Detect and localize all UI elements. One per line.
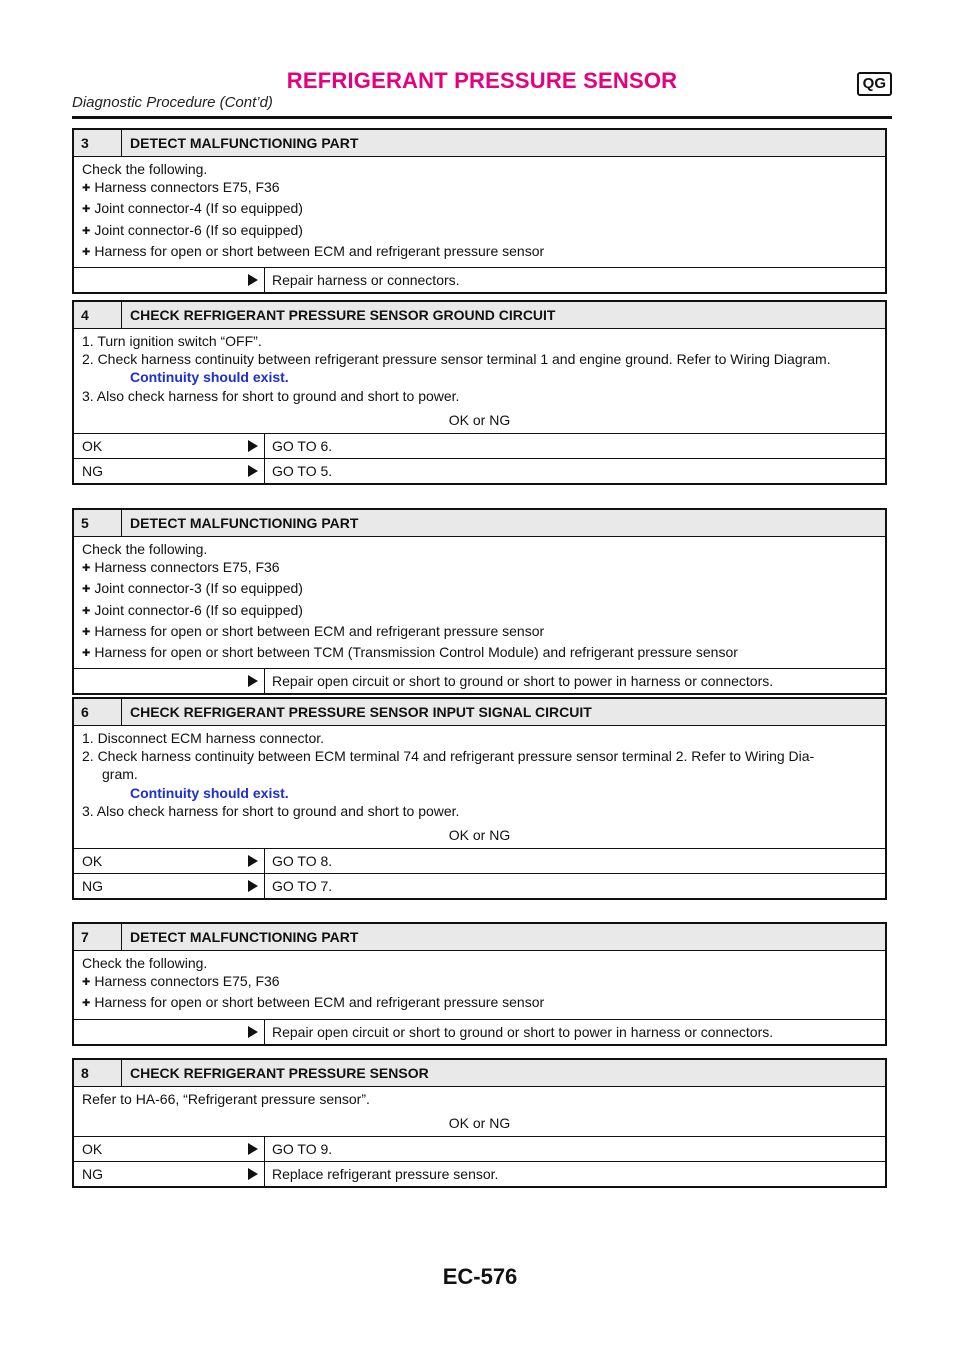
result-action: Replace refrigerant pressure sensor. — [264, 1162, 885, 1186]
bullet-item: ✚ Joint connector-4 (If so equipped) — [82, 199, 877, 220]
step-number: 4 — [74, 302, 122, 328]
step-body — [74, 1086, 885, 1136]
page-subtitle: Diagnostic Procedure (Cont’d) — [72, 94, 273, 111]
instruction-line: 1. Turn ignition switch “OFF”. — [82, 333, 262, 349]
result-label-text: NG — [82, 462, 103, 479]
bullet-item: ✚ Joint connector-6 (If so equipped) — [82, 601, 877, 622]
instruction-line: Check the following. — [82, 161, 208, 177]
step-7-table — [72, 922, 887, 1046]
step-number: 8 — [74, 1060, 122, 1086]
header-rule — [72, 116, 892, 119]
step-body — [74, 950, 885, 1019]
arrow-right-icon — [248, 274, 258, 286]
bullet-item: ✚ Harness connectors E75, F36 — [82, 178, 877, 199]
bullet-item: ✚ Harness connectors E75, F36 — [82, 972, 877, 993]
step-body — [74, 328, 885, 433]
result-action: Repair harness or connectors. — [264, 268, 885, 292]
step-header — [74, 302, 885, 328]
arrow-right-icon — [248, 465, 258, 477]
bullet-item: ✚ Harness for open or short between ECM and refrigerant pressure sensor — [82, 993, 877, 1014]
step-header — [74, 510, 885, 536]
result-label-text: OK — [82, 437, 103, 454]
instruction-line: 3. Also check harness for short to ground and short to power. — [82, 387, 460, 404]
step-title: CHECK REFRIGERANT PRESSURE SENSOR — [130, 1064, 429, 1081]
result-label — [74, 1137, 264, 1161]
arrow-right-icon — [248, 1168, 258, 1180]
result-label-text: NG — [82, 878, 103, 895]
step-number: 5 — [74, 510, 122, 536]
result-row — [74, 433, 885, 458]
ok-or-ng-label: OK or NG — [448, 1115, 511, 1132]
result-row — [74, 873, 885, 898]
instruction-line: 2. Check harness continuity between refrigerant pressure sensor terminal 1 and engine ground. Refer to Wiring Diagram. — [82, 351, 831, 368]
step-title: DETECT MALFUNCTIONING PART — [130, 134, 359, 151]
step-8-table — [72, 1058, 887, 1188]
bullet-item: ✚ Harness for open or short between TCM (Transmission Control Module) and refrigerant pressure sensor — [82, 643, 877, 664]
arrow-right-icon — [248, 1143, 258, 1155]
result-action: GO TO 5. — [264, 459, 885, 483]
result-row — [74, 1136, 885, 1161]
result-label-text: OK — [82, 853, 103, 870]
instruction-line: Refer to HA-66, “Refrigerant pressure sensor”. — [82, 1091, 370, 1107]
result-label-text: OK — [82, 1141, 103, 1158]
result-label — [74, 1020, 264, 1044]
result-row — [74, 1019, 885, 1044]
result-row — [74, 458, 885, 483]
ok-or-ng-label: OK or NG — [448, 827, 511, 844]
step-title: DETECT MALFUNCTIONING PART — [130, 928, 359, 945]
step-4-table — [72, 300, 887, 485]
step-5-table — [72, 508, 887, 695]
step-body — [74, 725, 885, 848]
result-label-text: NG — [82, 1166, 103, 1183]
step-6-table — [72, 697, 887, 900]
bullet-item: ✚ Harness connectors E75, F36 — [82, 558, 877, 579]
result-row — [74, 848, 885, 873]
result-row — [74, 1161, 885, 1186]
arrow-right-icon — [248, 1026, 258, 1038]
result-label — [74, 459, 264, 483]
arrow-right-icon — [248, 855, 258, 867]
page-title: REFRIGERANT PRESSURE SENSOR — [286, 68, 678, 93]
result-label — [74, 874, 264, 898]
step-title: CHECK REFRIGERANT PRESSURE SENSOR GROUND CIRCUIT — [130, 306, 556, 323]
result-action: Repair open circuit or short to ground or short to power in harness or connectors. — [264, 669, 885, 693]
result-row — [74, 668, 885, 693]
result-action: GO TO 9. — [264, 1137, 885, 1161]
result-label — [74, 1162, 264, 1186]
arrow-right-icon — [248, 440, 258, 452]
instruction-line: Check the following. — [82, 541, 208, 557]
step-header — [74, 924, 885, 950]
step-title: DETECT MALFUNCTIONING PART — [130, 514, 359, 531]
step-3-table — [72, 128, 887, 294]
result-label — [74, 434, 264, 458]
step-number: 6 — [74, 699, 122, 725]
instruction-line: gram. — [102, 766, 138, 783]
arrow-right-icon — [248, 880, 258, 892]
bullet-item: ✚ Harness for open or short between ECM and refrigerant pressure sensor — [82, 622, 877, 643]
page-number: EC-576 — [442, 1264, 518, 1289]
step-body — [74, 536, 885, 668]
step-header — [74, 699, 885, 725]
step-body — [74, 156, 885, 267]
step-title: CHECK REFRIGERANT PRESSURE SENSOR INPUT SIGNAL CIRCUIT — [130, 703, 592, 720]
result-action: Repair open circuit or short to ground or short to power in harness or connectors. — [264, 1020, 885, 1044]
spec-text: Continuity should exist. — [130, 369, 289, 386]
bullet-item: ✚ Joint connector-6 (If so equipped) — [82, 221, 877, 242]
instruction-line: 3. Also check harness for short to ground and short to power. — [82, 802, 460, 819]
engine-badge: QG — [857, 72, 892, 96]
step-header — [74, 130, 885, 156]
arrow-right-icon — [248, 675, 258, 687]
result-row — [74, 267, 885, 292]
spec-text: Continuity should exist. — [130, 784, 289, 801]
result-label — [74, 268, 264, 292]
result-action: GO TO 8. — [264, 849, 885, 873]
instruction-line: 2. Check harness continuity between ECM terminal 74 and refrigerant pressure sensor terminal 2. Refer to Wiring Dia- — [82, 748, 815, 765]
result-action: GO TO 7. — [264, 874, 885, 898]
bullet-item: ✚ Harness for open or short between ECM and refrigerant pressure sensor — [82, 242, 877, 263]
step-header — [74, 1060, 885, 1086]
instruction-line: Check the following. — [82, 955, 208, 971]
ok-or-ng-label: OK or NG — [448, 411, 511, 428]
step-number: 7 — [74, 924, 122, 950]
result-label — [74, 849, 264, 873]
result-action: GO TO 6. — [264, 434, 885, 458]
step-number: 3 — [74, 130, 122, 156]
result-label — [74, 669, 264, 693]
instruction-line: 1. Disconnect ECM harness connector. — [82, 730, 325, 746]
bullet-item: ✚ Joint connector-3 (If so equipped) — [82, 579, 877, 600]
page-header — [72, 68, 892, 120]
